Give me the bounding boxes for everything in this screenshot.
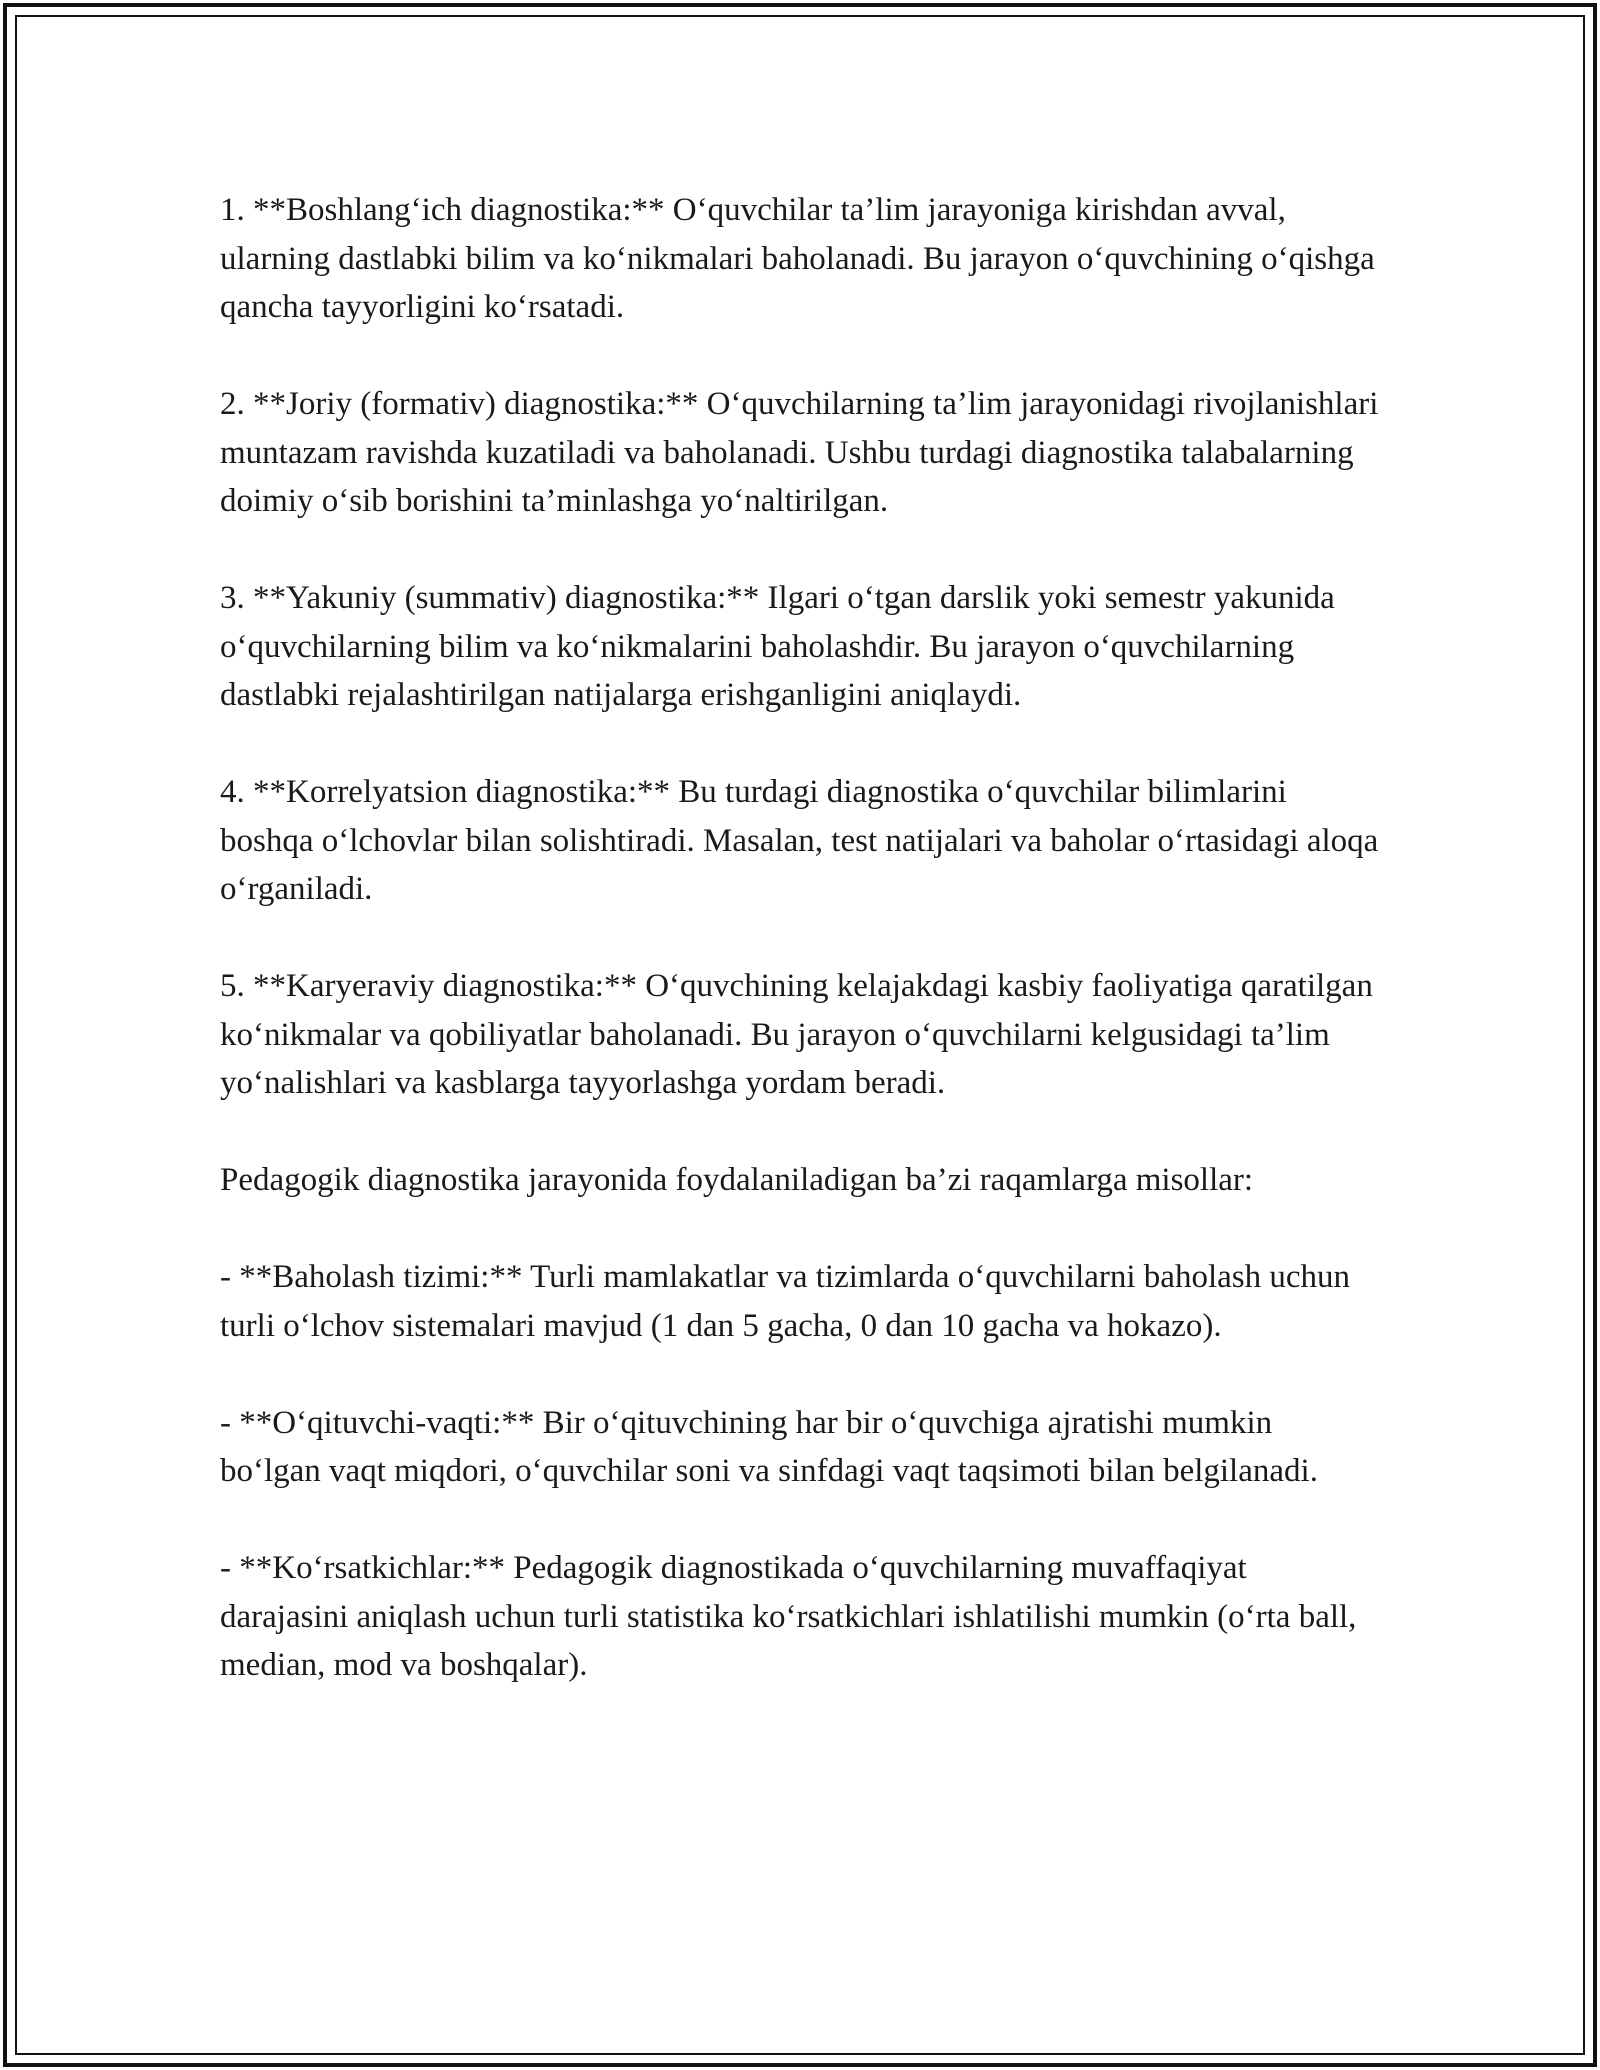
- paragraph-boshlangich-diagnostika: 1. **Boshlang‘ich diagnostika:** O‘quvchilar ta’lim jarayoniga kirishdan avval, ularning dastlabki bilim va ko‘nikmalari baholanadi. Bu jarayon o‘quvchining o‘qishga qancha tayyorligini ko‘rsatadi.: [220, 192, 1375, 325]
- paragraph-karyeraviy-diagnostika: 5. **Karyeraviy diagnostika:** O‘quvchining kelajakdagi kasbiy faoliyatiga qaratilgan ko‘nikmalar va qobiliyatlar baholanadi. Bu jarayon o‘quvchilarni kelgusidagi ta’lim yo‘nalishlari va kasblarga tayyorlashga yordam beradi.: [220, 968, 1373, 1101]
- paragraph-raqamlar-intro: Pedagogik diagnostika jarayonida foydalaniladigan ba’zi raqamlarga misollar:: [220, 1162, 1254, 1198]
- paragraph-joriy-diagnostika: 2. **Joriy (formativ) diagnostika:** O‘quvchilarning ta’lim jarayonidagi rivojlanishlari muntazam ravishda kuzatiladi va baholanadi. Ushbu turdagi diagnostika talabalarning doimiy o‘sib borishini ta’minlashga yo‘naltirilgan.: [220, 386, 1379, 519]
- paragraph-yakuniy-diagnostika: 3. **Yakuniy (summativ) diagnostika:** Ilgari o‘tgan darslik yoki semestr yakunida o‘quvchilarning bilim va ko‘nikmalarini baholashdir. Bu jarayon o‘quvchilarning dastlabki rejalashtirilgan natijalarga erishganligini aniqlaydi.: [220, 580, 1335, 713]
- paragraph-korrelyatsion-diagnostika: 4. **Korrelyatsion diagnostika:** Bu turdagi diagnostika o‘quvchilar bilimlarini boshqa o‘lchovlar bilan solishtiradi. Masalan, test natijalari va baholar o‘rtasidagi aloqa o‘rganiladi.: [220, 774, 1379, 907]
- list-item-korsatkichlar: - **Ko‘rsatkichlar:** Pedagogik diagnostikada o‘quvchilarning muvaffaqiyat darajasini aniqlash uchun turli statistika ko‘rsatkichlari ishlatilishi mumkin (o‘rta ball, median, mod va boshqalar).: [220, 1550, 1357, 1683]
- list-item-oqituvchi-vaqti: - **O‘qituvchi-vaqti:** Bir o‘qituvchining har bir o‘quvchiga ajratishi mumkin bo‘lgan vaqt miqdori, o‘quvchilar soni va sinfdagi vaqt taqsimoti bilan belgilanadi.: [220, 1404, 1318, 1489]
- list-item-baholash-tizimi: - **Baholash tizimi:** Turli mamlakatlar va tizimlarda o‘quvchilarni baholash uchun turli o‘lchov sistemalari mavjud (1 dan 5 gacha, 0 dan 10 gacha va hokazo).: [220, 1259, 1351, 1344]
- document-body: [220, 186, 1380, 1690]
